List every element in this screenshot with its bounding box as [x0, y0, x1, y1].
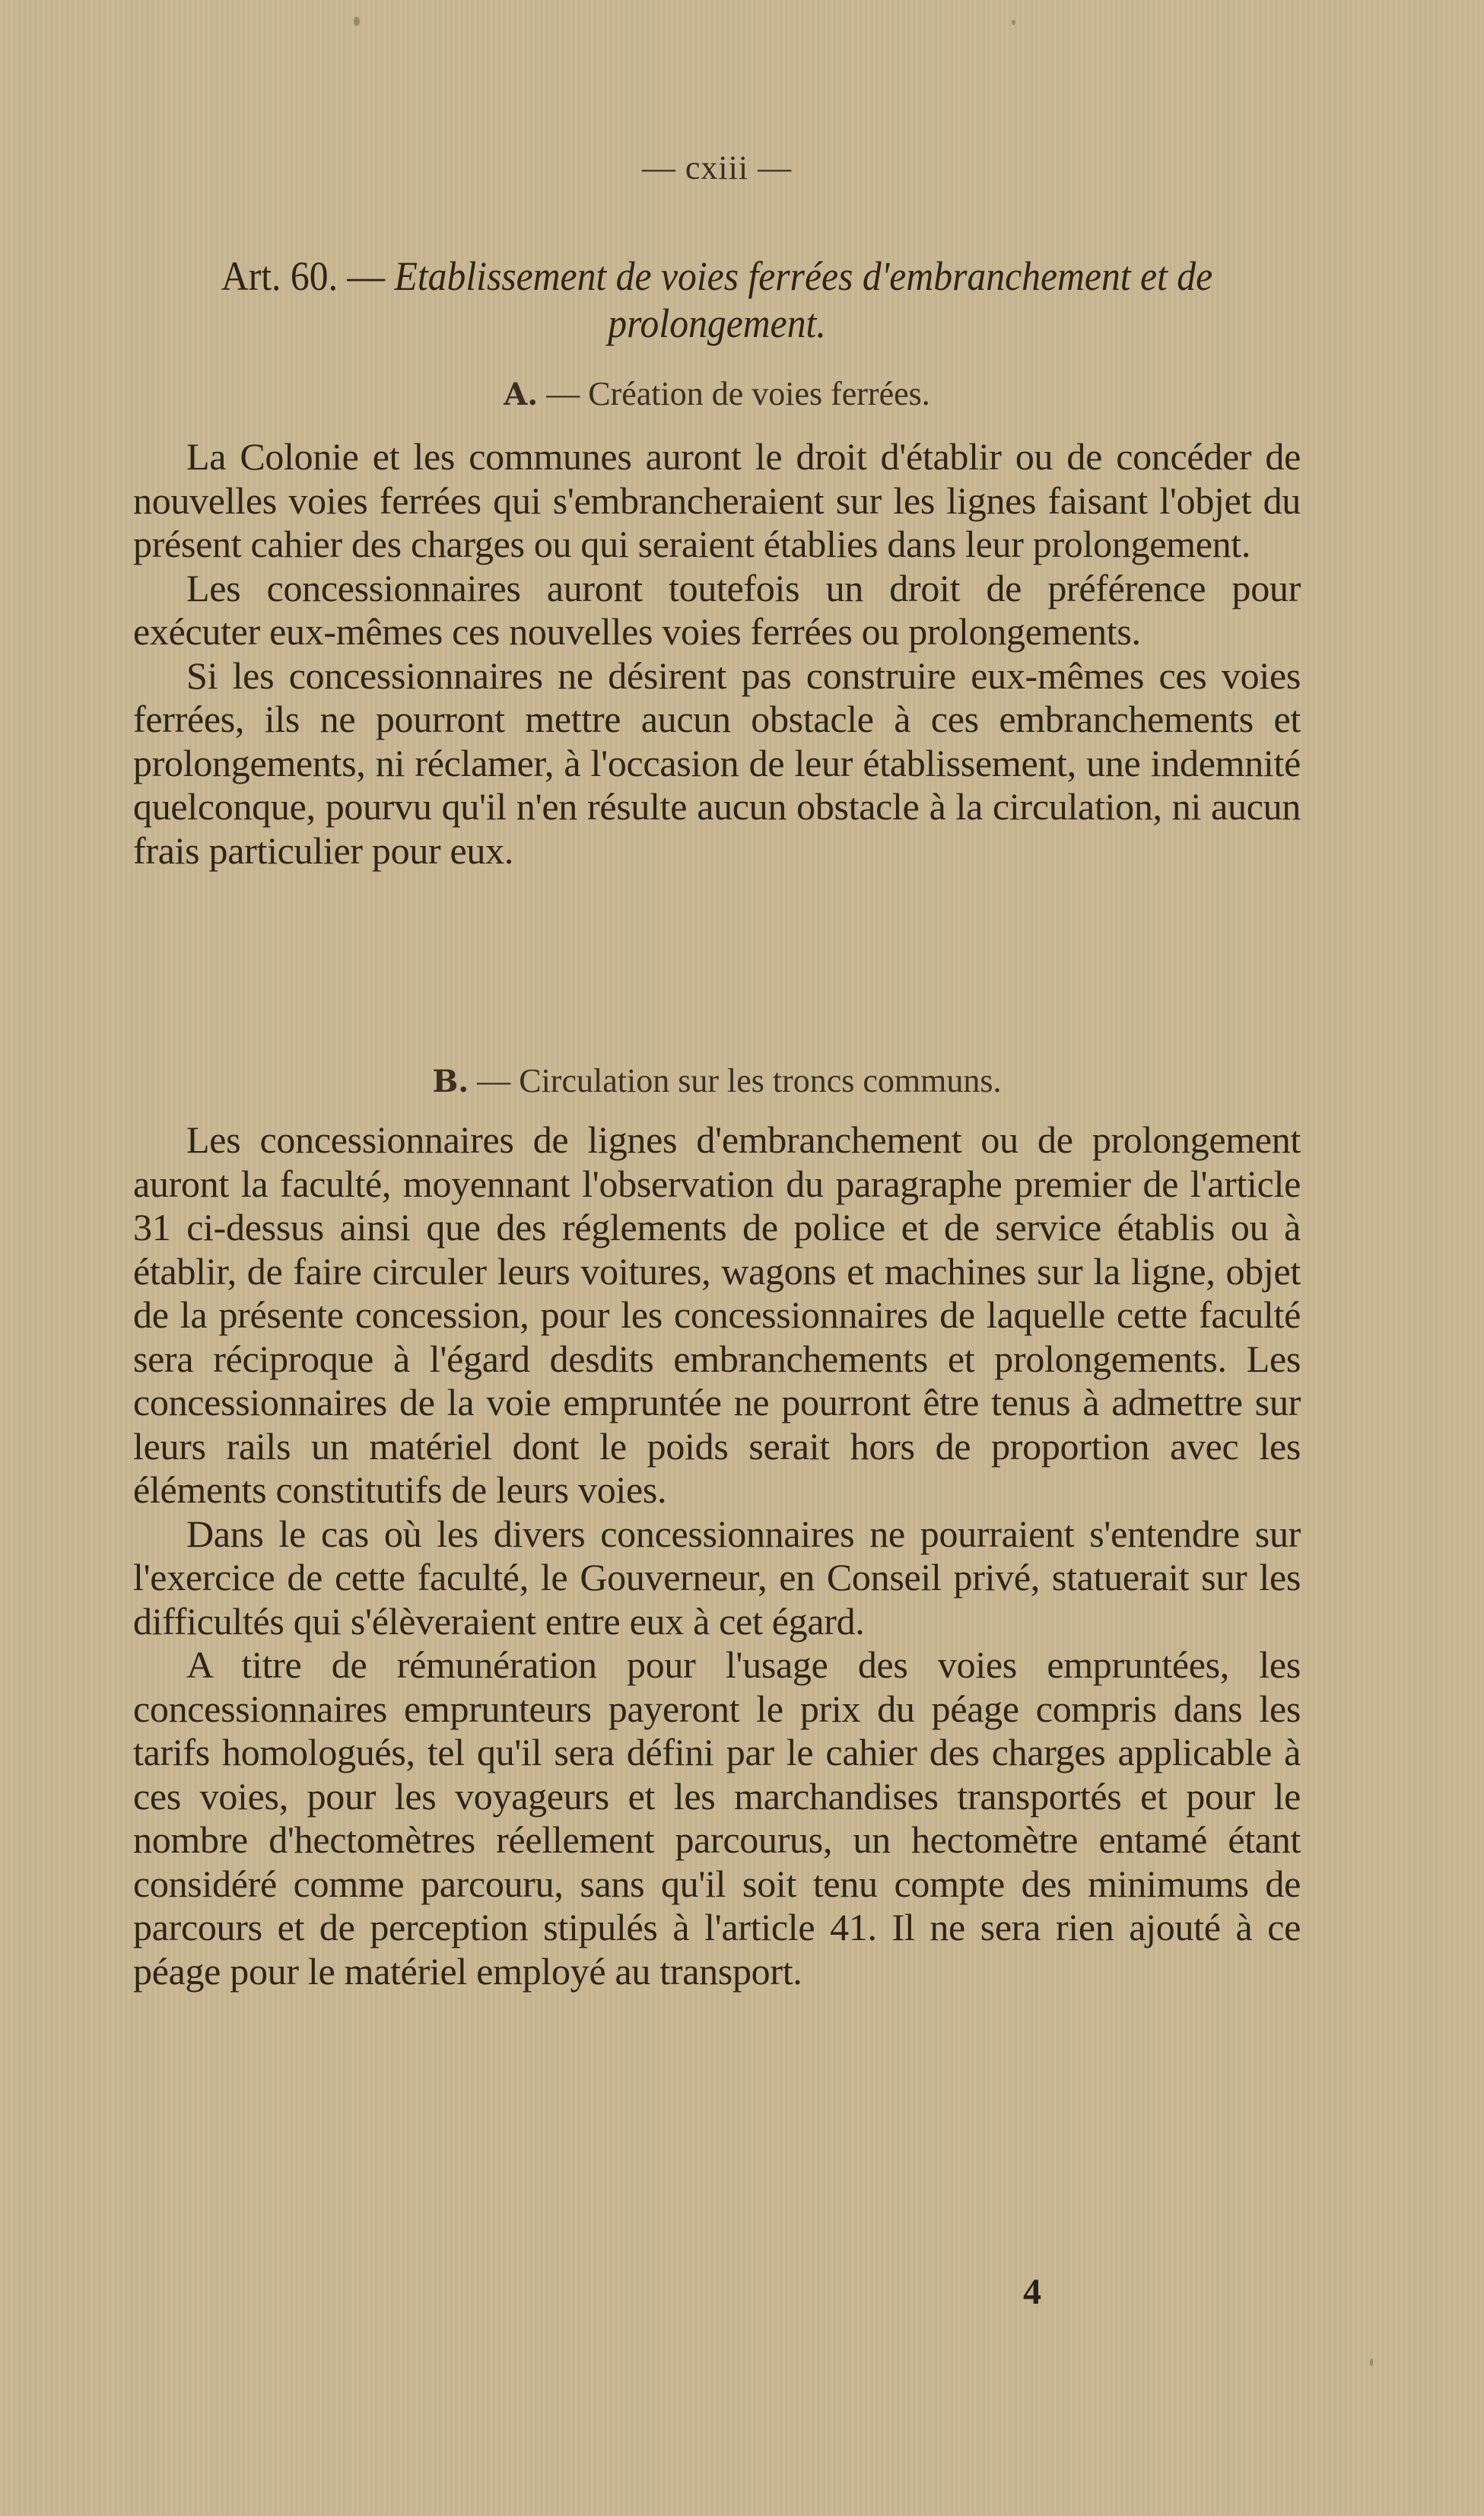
- scan-speck: [1012, 20, 1015, 25]
- printer-signature-mark: 4: [1023, 2272, 1041, 2312]
- paragraph: Les concessionnaires auront toutefois un droit de préférence pour exécuter eux-mêmes ces nouvelles voies ferrées ou prolongements.: [133, 566, 1301, 653]
- section-b-letter: B.: [432, 1064, 469, 1099]
- section-b-title: — Circulation sur les troncs communs.: [477, 1062, 1002, 1099]
- scan-speck: [354, 17, 360, 26]
- article-name: Etablissement de voies ferrées d'embranchement et de prolongement.: [394, 253, 1213, 346]
- section-b-heading: [133, 1061, 1301, 1100]
- article-number: Art. 60. —: [221, 253, 386, 299]
- section-a-title: — Création de voies ferrées.: [546, 375, 930, 412]
- section-a-body: [133, 435, 1301, 873]
- paragraph: Dans le cas où les divers concessionnaires ne pourraient s'entendre sur l'exercice de cette faculté, le Gouverneur, en Conseil privé, statuerait sur les difficultés qui s'élèveraient entre eux à cet égard.: [133, 1512, 1301, 1643]
- article-title: [180, 253, 1254, 347]
- section-a-letter: A.: [504, 377, 539, 412]
- paragraph: A titre de rémunération pour l'usage des voies empruntées, les concessionnaires emprunteurs payeront le prix du péage compris dans les tarifs homologués, tel qu'il sera défini par le cahier des charges applicable à ces voies, pour les voyageurs et les marchandises transportés et pour le nombre d'hectomètres réellement parcourus, un hectomètre entamé étant considéré comme parcouru, sans qu'il soit tenu compte des minimums de parcours et de perception stipulés à l'article 41. Il ne sera rien ajouté à ce péage pour le matériel employé au transport.: [133, 1643, 1301, 1993]
- paragraph: La Colonie et les communes auront le droit d'établir ou de concéder de nouvelles voies ferrées qui s'embrancheraient sur les lignes faisant l'objet du présent cahier des charges ou qui seraient établies dans leur prolongement.: [133, 435, 1301, 565]
- page-number-header: — cxiii —: [641, 149, 793, 186]
- section-b-body: [133, 1118, 1301, 1993]
- scan-speck: [1370, 2359, 1373, 2366]
- paragraph: Si les concessionnaires ne désirent pas construire eux-mêmes ces voies ferrées, ils ne pourront mettre aucun obstacle à ces embranchements et prolongements, ni réclamer, à l'occasion de leur établissement, une indemnité quelconque, pourvu qu'il n'en résulte aucun obstacle à la circulation, ni aucun frais particulier pour eux.: [133, 654, 1301, 872]
- paragraph: Les concessionnaires de lignes d'embranchement ou de prolongement auront la faculté, moyennant l'observation du paragraphe premier de l'article 31 ci-dessus ainsi que des réglements de police et de service établis ou à établir, de faire circuler leurs voitures, wagons et machines sur la ligne, objet de la présente concession, pour les concessionnaires de laquelle cette faculté sera réciproque à l'égard desdits embranchements et prolongements. Les concessionnaires de la voie empruntée ne pourront être tenus à admettre sur leurs rails un matériel dont le poids serait hors de proportion avec les éléments constitutifs de leurs voies.: [133, 1118, 1301, 1511]
- section-a-heading: [133, 374, 1301, 413]
